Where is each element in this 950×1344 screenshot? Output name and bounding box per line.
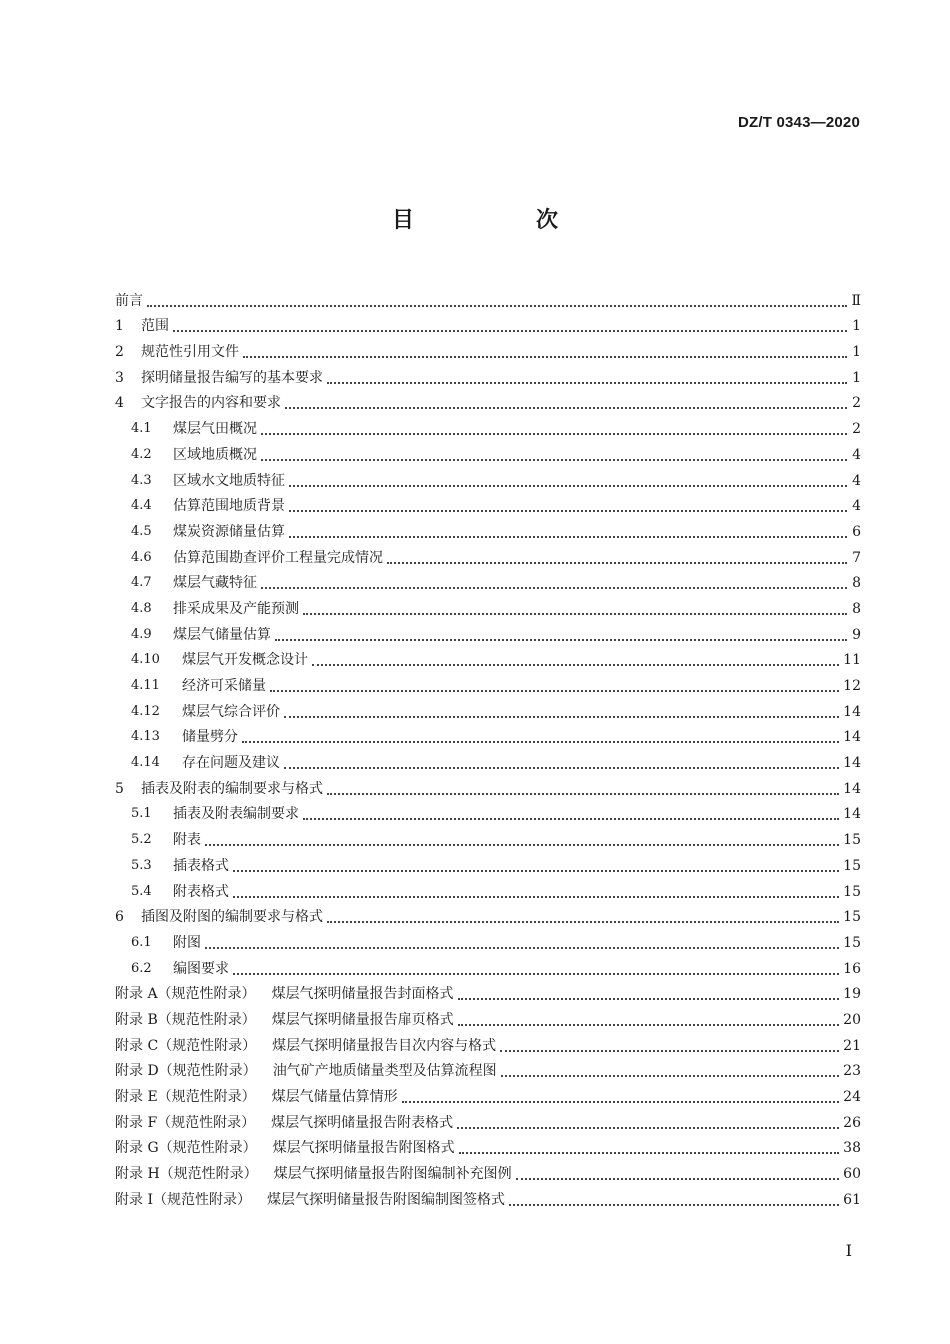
toc-entry[interactable] [115, 1080, 861, 1106]
toc-entry[interactable] [115, 849, 861, 875]
toc-entry-page: 4 [852, 472, 861, 489]
standard-code: DZ/T 0343—2020 [737, 114, 860, 131]
toc-entry-number: 附录 E（规范性附录） [115, 1089, 256, 1105]
toc-entry-page: 60 [843, 1166, 861, 1183]
toc-entry-page: 6 [852, 523, 861, 540]
toc-entry[interactable] [115, 1157, 861, 1183]
toc-entry-number: 6 [115, 909, 124, 926]
toc-entry-number: 4.5 [131, 523, 152, 539]
toc-entry-number: 5.3 [131, 857, 152, 873]
toc-entry[interactable] [115, 310, 861, 336]
page-title: 目 次 [391, 208, 608, 233]
toc-entry-number: 4.1 [131, 421, 152, 437]
toc-entry-label: 煤层气储量估算情形 [271, 1089, 398, 1105]
toc-entry-number: 2 [115, 344, 124, 361]
toc-entry-page: 14 [843, 780, 861, 797]
toc-entry[interactable] [115, 669, 861, 695]
toc-entry-page: 8 [852, 600, 861, 617]
toc-entry-label: 插表及附表的编制要求与格式 [141, 780, 323, 797]
toc-entry[interactable] [115, 1132, 861, 1158]
toc-entry-number: 4.6 [131, 549, 152, 565]
toc-entry-page: 16 [843, 960, 861, 977]
toc-entry-label: 范围 [141, 318, 169, 335]
toc-entry-number: 附录 G（规范性附录） [115, 1140, 257, 1157]
toc-entry-number: 附录 C（规范性附录） [115, 1037, 257, 1054]
toc-entry-number: 4.14 [131, 755, 160, 771]
toc-leader-dots [205, 844, 839, 846]
toc-entry-number: 6.1 [131, 934, 152, 950]
toc-leader-dots [284, 767, 839, 769]
toc-entry[interactable] [115, 823, 861, 849]
toc-leader-dots [233, 896, 839, 898]
toc-leader-dots [233, 870, 839, 872]
toc-leader-dots [327, 921, 839, 923]
toc-entry-page: 15 [843, 883, 861, 900]
toc-entry[interactable] [115, 1106, 861, 1132]
toc-entry-label: 插表格式 [173, 857, 229, 874]
toc-entry-page: 14 [843, 729, 861, 746]
toc-entry-page: 20 [843, 1011, 861, 1028]
toc-leader-dots [312, 664, 839, 666]
toc-leader-dots [285, 407, 847, 409]
toc-entry-number: 4.9 [131, 626, 152, 642]
toc-entry-page: 9 [852, 626, 861, 643]
toc-entry[interactable] [115, 644, 861, 670]
toc-leader-dots [284, 716, 839, 718]
toc-leader-dots [147, 305, 847, 307]
toc-entry[interactable] [115, 438, 861, 464]
toc-leader-dots [173, 330, 847, 332]
toc-entry[interactable] [115, 1183, 861, 1209]
toc-entry[interactable] [115, 721, 861, 747]
toc-leader-dots [458, 998, 840, 1000]
toc-entry-number: 6.2 [131, 960, 152, 976]
toc-leader-dots [261, 459, 847, 461]
toc-entry[interactable] [115, 1003, 861, 1029]
toc-leader-dots [509, 1204, 839, 1206]
toc-entry-label: 区域地质概况 [173, 446, 257, 463]
toc-entry[interactable] [115, 387, 861, 413]
toc-entry[interactable] [115, 952, 861, 978]
toc-entry[interactable] [115, 541, 861, 567]
toc-entry[interactable] [115, 1029, 861, 1055]
toc-entry-number: 3 [115, 369, 124, 386]
toc-entry-label: 前言 [115, 292, 143, 309]
toc-entry-label: 插表及附表编制要求 [173, 806, 299, 823]
toc-entry-label: 规范性引用文件 [141, 344, 239, 361]
toc-leader-dots [457, 1127, 839, 1129]
toc-entry-number: 附录 F（规范性附录） [115, 1114, 256, 1131]
toc-entry-label: 文字报告的内容和要求 [141, 395, 281, 412]
toc-entry-number: 5.2 [131, 832, 152, 848]
toc-entry[interactable] [115, 875, 861, 901]
toc-leader-dots [402, 1101, 840, 1103]
toc-entry[interactable] [115, 798, 861, 824]
toc-leader-dots [275, 639, 847, 641]
toc-entry-label: 煤层气探明储量报告目次内容与格式 [272, 1037, 497, 1054]
toc-entry-label: 排采成果及产能预测 [173, 600, 299, 617]
toc-entry-page: 15 [843, 832, 861, 849]
toc-entry[interactable] [115, 618, 861, 644]
toc-entry-page: 15 [843, 934, 861, 951]
toc-entry-label: 煤层气探明储量报告扉页格式 [271, 1011, 454, 1028]
toc-entry-page: 2 [852, 395, 861, 412]
toc-entry-number: 附录 D（规范性附录） [115, 1063, 257, 1080]
toc-entry[interactable] [115, 464, 861, 490]
toc-entry-label: 经济可采储量 [182, 678, 266, 694]
toc-leader-dots [516, 1178, 840, 1180]
toc-entry-page: 4 [852, 498, 861, 515]
toc-leader-dots [501, 1075, 839, 1077]
toc-entry-page: 4 [852, 446, 861, 463]
toc-leader-dots [327, 382, 847, 384]
toc-entry-label: 煤层气田概况 [173, 421, 257, 438]
toc-entry-label: 煤层气开发概念设计 [182, 652, 308, 669]
toc-entry-label: 煤层气探明储量报告附表格式 [271, 1114, 454, 1131]
toc-entry-page: 24 [843, 1089, 861, 1105]
toc-leader-dots [500, 1050, 839, 1052]
toc-entry-page: 7 [852, 549, 861, 566]
toc-entry-number: 1 [115, 318, 124, 335]
toc-entry[interactable] [115, 592, 861, 618]
toc-entry-number: 5 [115, 780, 124, 797]
toc-entry-number: 4.2 [131, 446, 152, 462]
toc-entry-number: 4.4 [131, 498, 152, 514]
toc-entry-page: 61 [843, 1191, 861, 1208]
toc-entry-page: 14 [843, 703, 861, 720]
toc-entry-page: 8 [852, 575, 861, 592]
toc-leader-dots [243, 356, 847, 358]
toc-leader-dots [289, 510, 847, 512]
toc-entry-label: 附表格式 [173, 883, 229, 900]
toc-entry-page: 15 [843, 909, 861, 926]
toc-leader-dots [289, 485, 847, 487]
toc-leader-dots [289, 536, 847, 538]
toc-entry-page: 12 [843, 678, 861, 694]
toc-entry[interactable] [115, 412, 861, 438]
toc-entry-number: 5.1 [131, 806, 152, 822]
toc-leader-dots [261, 587, 847, 589]
toc-entry-page: 23 [843, 1063, 861, 1080]
toc-leader-dots [459, 1152, 840, 1154]
toc-leader-dots [303, 613, 847, 615]
toc-entry-label: 煤层气探明储量报告附图格式 [272, 1140, 455, 1157]
toc-entry-number: 附录 I（规范性附录） [115, 1191, 251, 1208]
toc-entry-page: 1 [852, 318, 861, 335]
toc-entry-label: 估算范围地质背景 [173, 498, 285, 515]
toc-entry[interactable] [115, 515, 861, 541]
toc-entry-number: 4.3 [131, 472, 152, 488]
toc-entry-number: 4.12 [131, 703, 160, 719]
toc-entry[interactable] [115, 490, 861, 516]
toc-entry-page: 11 [843, 652, 861, 669]
toc-entry-page: 15 [843, 857, 861, 874]
toc-leader-dots [387, 562, 847, 564]
toc-leader-dots [270, 690, 839, 692]
toc-entry-label: 煤层气探明储量报告附图编制图签格式 [266, 1191, 505, 1208]
toc-entry-label: 探明储量报告编写的基本要求 [141, 369, 323, 386]
toc-entry-number: 4 [115, 395, 124, 412]
toc-entry-label: 煤层气藏特征 [173, 575, 257, 592]
toc-entry-number: 4.13 [131, 729, 160, 745]
toc-leader-dots [233, 973, 839, 975]
toc-entry-number: 4.7 [131, 575, 152, 591]
toc-entry[interactable] [115, 1055, 861, 1081]
toc-entry-page: 19 [843, 986, 861, 1003]
toc-entry[interactable] [115, 361, 861, 387]
toc-entry[interactable] [115, 978, 861, 1004]
toc-entry-label: 煤层气探明储量报告封面格式 [271, 986, 454, 1003]
toc-leader-dots [327, 793, 839, 795]
toc-entry[interactable] [115, 567, 861, 593]
toc-entry-number: 5.4 [131, 883, 152, 899]
toc-entry-label: 编图要求 [173, 960, 229, 977]
toc-entry-label: 附图 [173, 934, 201, 951]
toc-entry-page: Ⅱ [851, 292, 861, 309]
page-number: I [845, 1241, 852, 1260]
toc-leader-dots [303, 818, 839, 820]
toc-entry-label: 插图及附图的编制要求与格式 [141, 909, 323, 926]
toc-entry-number: 4.8 [131, 600, 152, 616]
toc-entry-number: 附录 A（规范性附录） [115, 986, 256, 1003]
toc-entry-page: 1 [852, 344, 861, 361]
toc-entry[interactable] [115, 926, 861, 952]
toc-entry-label: 附表 [173, 832, 201, 849]
toc-entry-label: 油气矿产地质储量类型及估算流程图 [272, 1063, 497, 1080]
toc-leader-dots [261, 433, 847, 435]
toc-entry-label: 煤层气综合评价 [182, 703, 280, 720]
toc-entry[interactable] [115, 746, 861, 772]
toc-entry-number: 附录 H（规范性附录） [115, 1166, 258, 1183]
toc-entry-page: 14 [843, 806, 861, 823]
toc-entry-label: 煤炭资源储量估算 [173, 523, 285, 540]
toc-leader-dots [458, 1024, 839, 1026]
toc-leader-dots [242, 741, 839, 743]
toc-entry-label: 煤层气储量估算 [173, 626, 271, 643]
toc-entry-label: 煤层气探明储量报告附图编制补充图例 [273, 1166, 512, 1183]
toc-entry-page: 21 [843, 1037, 861, 1054]
toc-entry-number: 4.11 [131, 678, 160, 693]
toc-entry-page: 38 [843, 1140, 861, 1157]
toc-entry[interactable] [115, 772, 861, 798]
toc-entry-label: 存在问题及建议 [182, 755, 280, 772]
table-of-contents [115, 284, 861, 1209]
toc-entry-label: 储量劈分 [182, 729, 238, 746]
toc-entry-page: 14 [843, 755, 861, 772]
toc-entry[interactable] [115, 901, 861, 927]
toc-leader-dots [205, 947, 839, 949]
toc-entry-page: 1 [852, 369, 861, 386]
toc-entry-label: 估算范围勘查评价工程量完成情况 [173, 549, 383, 566]
toc-entry-label: 区域水文地质特征 [173, 472, 285, 489]
toc-entry-number: 附录 B（规范性附录） [115, 1011, 256, 1028]
toc-entry-page: 2 [852, 421, 861, 438]
toc-entry[interactable] [115, 335, 861, 361]
toc-entry-number: 4.10 [131, 652, 160, 668]
toc-entry[interactable] [115, 284, 861, 310]
toc-entry-page: 26 [843, 1114, 861, 1131]
toc-entry[interactable] [115, 695, 861, 721]
